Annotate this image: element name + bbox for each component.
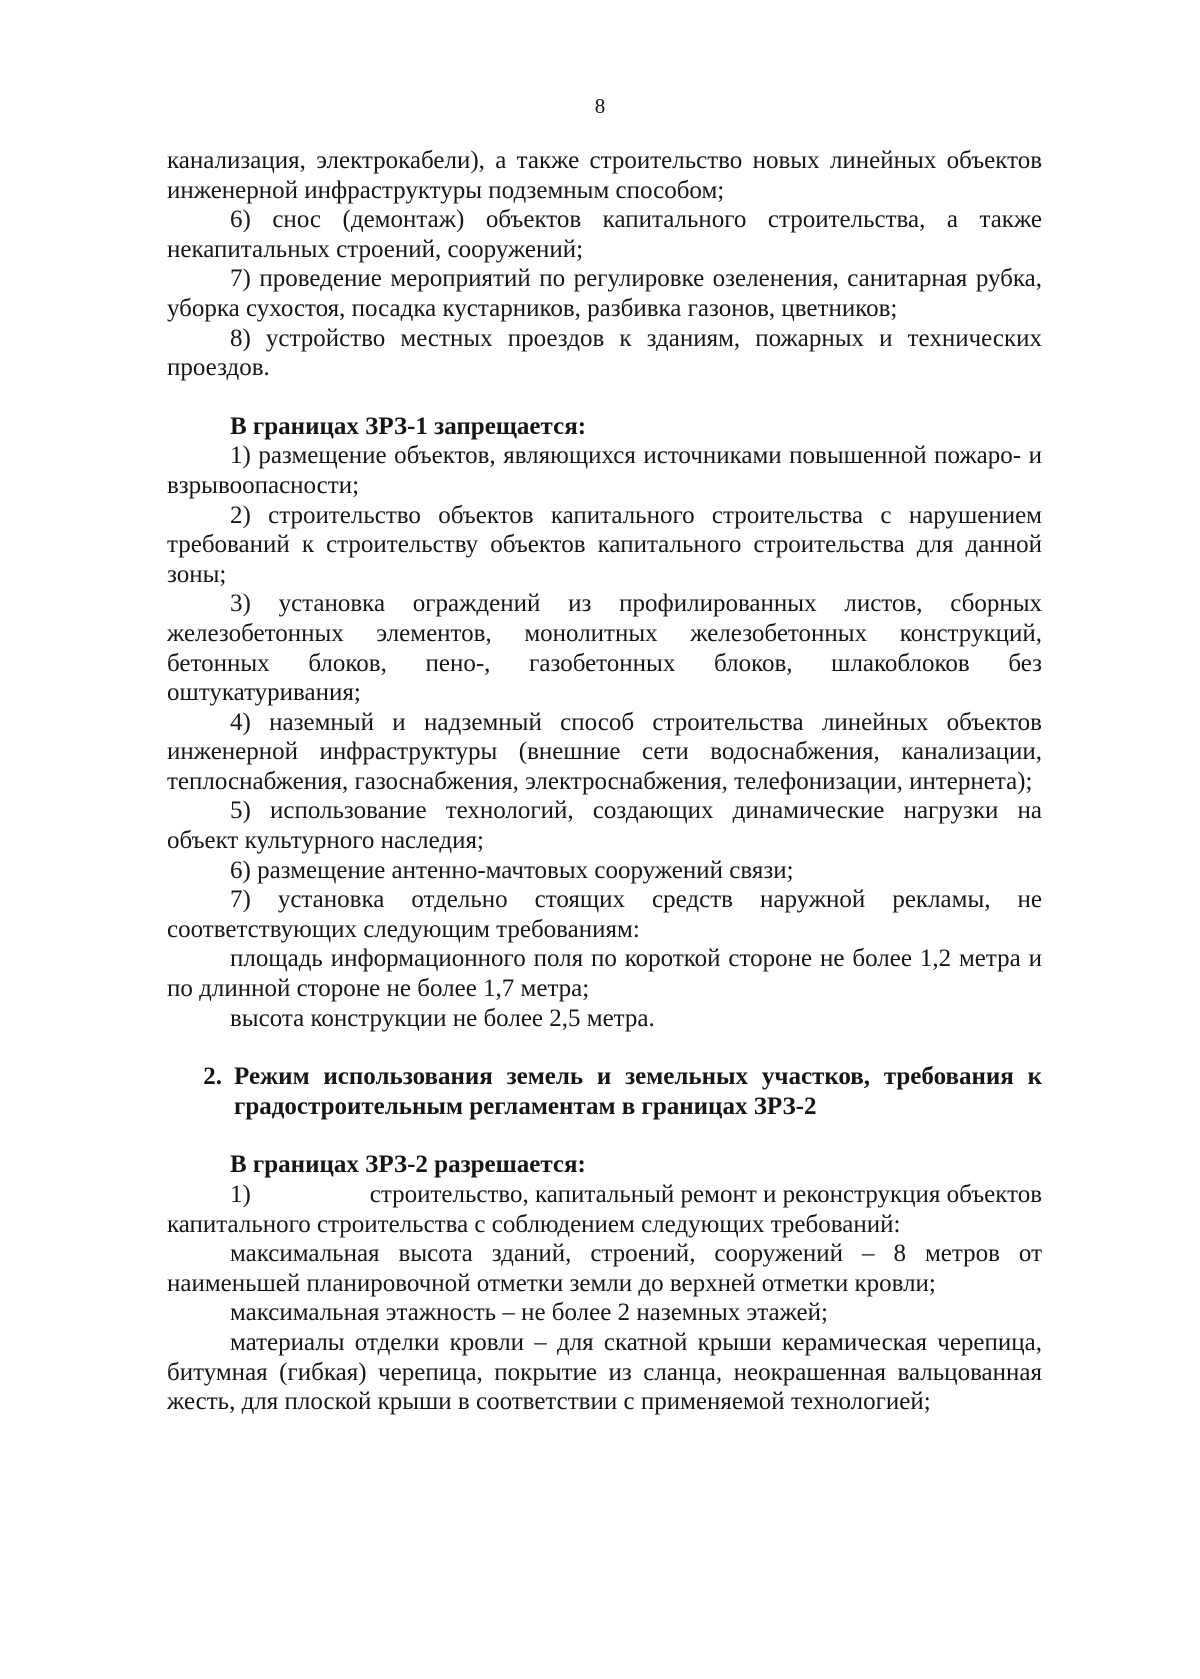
zrz2-requirement-2: максимальная этажность – не более 2 наземных этажей; [230, 1299, 828, 1327]
zrz2-allowed-heading: В границах ЗРЗ-2 разрешается: [230, 1151, 586, 1179]
document-body [167, 146, 1042, 1417]
zrz1-item-1: 1) размещение объектов, являющихся источниками повышенной пожаро- и взрывоопасности; [167, 442, 1042, 499]
zrz2-item-1-continuation: капитального строительства с соблюдением следующих требований: [167, 1210, 901, 1238]
zrz1-item-5: 5) использование технологий, создающих динамические нагрузки на объект культурного наследия; [167, 797, 1042, 855]
zrz1-prohibited-heading: В границах ЗРЗ-1 запрещается: [230, 412, 587, 440]
zrz2-item-1-text: строительство, капитальный ремонт и реконструкция объектов [369, 1181, 1042, 1208]
zrz1-item-7: 7) установка отдельно стоящих средств наружной рекламы, не соответствующих следующим требованиям: [167, 886, 1042, 943]
zrz2-requirement-3: материалы отделки кровли – для скатной крыши керамическая черепица, битумная (гибкая) черепица, покрытие из сланца, неокрашенная вальцованная жесть, для плоской крыши в соответствии с применяемой технологией; [167, 1328, 1042, 1416]
zrz1-item-4: 4) наземный и надземный способ строительства линейных объектов инженерной инфраструктуры (внешние сети водоснабжения, канализации, теплоснабжения, газоснабжения, электроснабжения, телефонизации, интернета); [167, 708, 1042, 795]
list-item-8: 8) устройство местных проездов к зданиям, пожарных и технических проездов. [167, 324, 1042, 382]
page-number: 8 [594, 94, 606, 118]
section-number: 2. [203, 1063, 222, 1091]
section-title: Режим использования земель и земельных участков, требования к градостроительным регламентам в границах ЗРЗ-2 [234, 1063, 1042, 1120]
zrz1-item-3: 3) установка ограждений из профилированных листов, сборных железобетонных элементов, монолитных железобетонных конструкций, бетонных блоков, пено-, газобетонных блоков, шлакоблоков без оштукатуривания; [167, 590, 1042, 707]
list-item-7: 7) проведение мероприятий по регулировке озеленения, санитарная рубка, уборка сухостоя, посадка кустарников, разбивка газонов, цветников; [167, 265, 1042, 322]
zrz1-requirement-1: площадь информационного поля по короткой стороне не более 1,2 метра и по длинной стороне не более 1,7 метра; [167, 945, 1042, 1003]
list-item-6: 6) снос (демонтаж) объектов капитального строительства, а также некапитальных строений, сооружений; [167, 206, 1042, 263]
zrz2-item-1-first-line [167, 1180, 1042, 1210]
section-2-heading [167, 1062, 1042, 1121]
zrz2-item-1-number: 1) [230, 1181, 251, 1208]
paragraph-continuation: канализация, электрокабели), а также строительство новых линейных объектов инженерной инфраструктуры подземным способом; [167, 147, 1042, 204]
zrz2-requirement-1: максимальная высота зданий, строений, сооружений – 8 метров от наименьшей планировочной отметки земли до верхней отметки кровли; [167, 1240, 1042, 1297]
zrz1-requirement-2: высота конструкции не более 2,5 метра. [230, 1004, 655, 1032]
zrz1-item-2: 2) строительство объектов капитального строительства с нарушением требований к строительству объектов капитального строительства для данной зоны; [167, 501, 1042, 588]
zrz1-item-6: 6) размещение антенно-мачтовых сооружений связи; [230, 856, 794, 884]
